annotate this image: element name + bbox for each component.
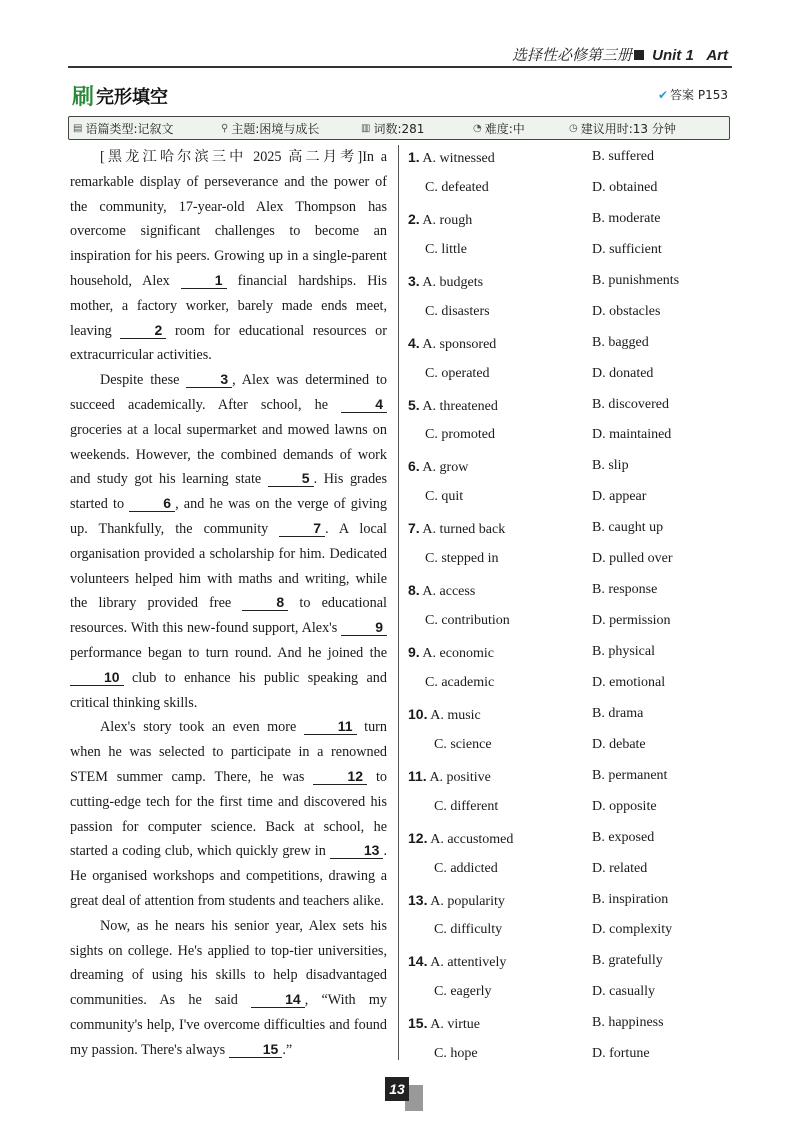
search-icon: ⚲ bbox=[221, 122, 229, 134]
question-row-2 bbox=[408, 364, 728, 395]
check-icon: ✔ bbox=[657, 88, 669, 102]
option-b[interactable]: B. happiness bbox=[592, 1015, 664, 1031]
option-d[interactable]: D. obtained bbox=[592, 179, 658, 195]
question-row bbox=[408, 333, 728, 364]
question-row bbox=[408, 209, 728, 240]
option-d[interactable]: D. donated bbox=[592, 365, 654, 381]
question-row bbox=[408, 766, 728, 797]
blank-3[interactable]: 3 bbox=[186, 371, 232, 388]
question-number: 12. bbox=[408, 829, 428, 846]
question-row-2 bbox=[408, 1044, 728, 1075]
options-list bbox=[408, 147, 728, 1075]
option-a[interactable]: A. virtue bbox=[430, 1017, 480, 1033]
option-c[interactable]: C. eagerly bbox=[434, 984, 492, 1000]
option-d[interactable]: D. permission bbox=[592, 613, 671, 629]
clock-icon: ◷ bbox=[569, 122, 578, 134]
header-rule bbox=[68, 66, 732, 68]
option-d[interactable]: D. sufficient bbox=[592, 241, 662, 257]
question-number: 5. bbox=[408, 396, 420, 413]
blank-5[interactable]: 5 bbox=[268, 470, 314, 487]
option-d[interactable]: D. fortune bbox=[592, 1046, 650, 1062]
page-number-badge bbox=[385, 1077, 423, 1115]
blank-12[interactable]: 12 bbox=[313, 768, 367, 785]
option-a[interactable]: A. accustomed bbox=[430, 831, 514, 847]
option-c[interactable]: C. contribution bbox=[425, 613, 510, 629]
question-number: 1. bbox=[408, 149, 420, 165]
option-b[interactable]: B. suffered bbox=[592, 149, 654, 164]
option-a[interactable]: A. positive bbox=[429, 769, 491, 785]
option-c[interactable]: C. different bbox=[434, 798, 499, 814]
question-row bbox=[408, 580, 728, 611]
answer-ref-text: 答案 P153 bbox=[670, 88, 728, 102]
info-bar bbox=[68, 116, 730, 140]
option-d[interactable]: D. emotional bbox=[592, 674, 666, 690]
option-a[interactable]: A. attentively bbox=[430, 955, 507, 971]
option-a[interactable]: A. popularity bbox=[430, 893, 505, 909]
section-title: 完形填空 bbox=[96, 86, 169, 108]
paragraph-3: Alex's story took an even more 11 turn when he was selected to participate in a renowned STEM summer camp. There, he was 12 to cutting-edge tech for the first time and discovered his passion for computer science. Back at school, he started a coding club, which quickly grew in 13 . He organised workshops and competitions, drawing a great deal of attention from students and teachers alike. bbox=[70, 718, 387, 909]
question-row-2 bbox=[408, 797, 728, 828]
answer-reference bbox=[658, 86, 728, 103]
question-row bbox=[408, 642, 728, 673]
option-a[interactable]: A. turned back bbox=[422, 522, 506, 538]
paragraph-2: Despite these 3 , Alex was determined to succeed academically. After school, he 4 groceries at a local supermarket and mowed lawns on weekends. However, the combined demands of work and study got his learning state 5 . His grades started to 6 , and he was on the verge of giving up. Thankfully, the community 7 . A local organisation provided a scholarship for him. Dedicated volunteers helped him with maths and writing, while the library provided free 8 to educational resources. With this new-found support, Alex's 9 performance began to turn round. And he joined the 10 club to enhance his public speaking and critical thinking skills. bbox=[70, 371, 387, 711]
option-b[interactable]: B. physical bbox=[592, 644, 655, 659]
unit-title: Art bbox=[706, 47, 728, 64]
blank-13[interactable]: 13 bbox=[330, 842, 384, 859]
section-heading bbox=[72, 80, 168, 111]
option-c[interactable]: C. academic bbox=[425, 674, 495, 690]
count-icon: ▥ bbox=[361, 122, 371, 134]
question-row bbox=[408, 147, 728, 178]
unit-label: Unit 1 bbox=[652, 47, 694, 64]
question-number: 4. bbox=[408, 334, 420, 351]
word-count-info: ▥ 词数:281 bbox=[361, 121, 425, 136]
time-info: ◷ 建议用时:13 分钟 bbox=[569, 121, 676, 136]
question-row-2 bbox=[408, 487, 728, 518]
option-a[interactable]: A. music bbox=[430, 707, 481, 723]
running-header bbox=[512, 44, 728, 65]
question-row bbox=[408, 518, 728, 549]
option-a[interactable]: A. threatened bbox=[422, 398, 498, 414]
question-row bbox=[408, 271, 728, 302]
question-number: 13. bbox=[408, 891, 428, 908]
option-a[interactable]: A. witnessed bbox=[422, 151, 495, 166]
option-d[interactable]: D. obstacles bbox=[592, 303, 661, 319]
option-a[interactable]: A. rough bbox=[422, 212, 473, 228]
question-number: 6. bbox=[408, 458, 420, 475]
question-number: 7. bbox=[408, 520, 420, 537]
blank-15[interactable]: 15 bbox=[229, 1041, 283, 1058]
question-number: 3. bbox=[408, 272, 420, 289]
option-c[interactable]: C. operated bbox=[425, 365, 490, 381]
option-b[interactable]: B. moderate bbox=[592, 210, 661, 226]
blank-14[interactable]: 14 bbox=[251, 991, 305, 1008]
question-row-2 bbox=[408, 982, 728, 1013]
brush-logo-icon: 刷 bbox=[72, 85, 95, 110]
blank-1[interactable]: 1 bbox=[181, 272, 227, 289]
genre-info: ▤ 语篇类型:记叙文 bbox=[73, 121, 174, 136]
theme-info: ⚲ 主题:困境与成长 bbox=[221, 121, 320, 136]
gauge-icon: ◔ bbox=[473, 122, 482, 134]
question-row bbox=[408, 704, 728, 735]
option-b[interactable]: B. discovered bbox=[592, 396, 669, 412]
square-icon bbox=[634, 50, 644, 60]
option-c[interactable]: C. addicted bbox=[434, 860, 498, 876]
question-number: 15. bbox=[408, 1015, 428, 1032]
question-row bbox=[408, 395, 728, 426]
option-a[interactable]: A. access bbox=[422, 584, 476, 600]
option-b[interactable]: B. response bbox=[592, 582, 658, 598]
question-row-2 bbox=[408, 178, 728, 209]
blank-8[interactable]: 8 bbox=[242, 594, 288, 611]
option-d[interactable]: D. complexity bbox=[592, 922, 673, 938]
question-number: 9. bbox=[408, 644, 420, 660]
option-a[interactable]: A. grow bbox=[422, 460, 469, 476]
option-d[interactable]: D. casually bbox=[592, 984, 655, 1000]
blank-4[interactable]: 4 bbox=[341, 396, 387, 413]
paragraph-1: [黑龙江哈尔滨三中 2025 高二月考]In a remarkable display of perseverance and the power of the community, 17-year-old Alex Thompson has overcome significant challenges to become an inspiration for his peers. Growing up in a single-parent household, Alex 1 financial hardships. His mother, a factory worker, barely made ends meet, leaving 2 room for educational resources or extracurricular activities. bbox=[70, 149, 388, 364]
option-b[interactable]: B. inspiration bbox=[592, 891, 669, 907]
source-note: [黑龙江哈尔滨三中 2025 高二月考] bbox=[100, 149, 363, 165]
option-c[interactable]: C. disasters bbox=[425, 303, 490, 319]
question-number: 11. bbox=[408, 767, 427, 784]
option-c[interactable]: C. little bbox=[425, 241, 467, 257]
option-c[interactable]: C. stepped in bbox=[425, 551, 499, 567]
option-d[interactable]: D. related bbox=[592, 860, 648, 876]
question-row-2 bbox=[408, 240, 728, 271]
option-b[interactable]: B. bagged bbox=[592, 334, 649, 350]
question-row bbox=[408, 828, 728, 859]
question-number: 8. bbox=[408, 582, 420, 599]
option-d[interactable]: D. debate bbox=[592, 736, 646, 752]
question-row bbox=[408, 890, 728, 921]
page-number: 13 bbox=[385, 1077, 409, 1101]
option-b[interactable]: B. punishments bbox=[592, 272, 680, 288]
question-row-2 bbox=[408, 920, 728, 951]
question-row-2 bbox=[408, 673, 728, 704]
option-a[interactable]: A. economic bbox=[422, 646, 494, 661]
question-row bbox=[408, 1013, 728, 1044]
option-c[interactable]: C. hope bbox=[434, 1046, 478, 1062]
document-icon: ▤ bbox=[73, 122, 83, 134]
column-divider bbox=[398, 145, 399, 1060]
option-d[interactable]: D. appear bbox=[592, 489, 647, 505]
question-row bbox=[408, 951, 728, 982]
option-c[interactable]: C. promoted bbox=[425, 427, 495, 443]
option-b[interactable]: B. slip bbox=[592, 458, 629, 474]
option-a[interactable]: A. budgets bbox=[422, 274, 484, 290]
question-row-2 bbox=[408, 549, 728, 580]
paragraph-4: Now, as he nears his senior year, Alex sets his sights on college. He's applied to top-tier universities, dreaming of using his skills to help disadvantaged communities. As he said 14 , “With my community's help, I've overcome difficulties and found my passion. There's always 15 .” bbox=[70, 917, 387, 1058]
option-d[interactable]: D. opposite bbox=[592, 798, 657, 814]
option-b[interactable]: B. caught up bbox=[592, 520, 664, 536]
question-number: 10. bbox=[408, 705, 428, 722]
option-c[interactable]: C. defeated bbox=[425, 179, 489, 195]
difficulty-info: ◔ 难度:中 bbox=[473, 121, 525, 136]
question-number: 14. bbox=[408, 953, 428, 970]
option-b[interactable]: B. permanent bbox=[592, 767, 668, 783]
blank-6[interactable]: 6 bbox=[129, 495, 175, 512]
option-b[interactable]: B. drama bbox=[592, 705, 644, 721]
option-c[interactable]: C. science bbox=[434, 736, 492, 752]
option-b[interactable]: B. exposed bbox=[592, 829, 655, 845]
option-a[interactable]: A. sponsored bbox=[422, 336, 497, 352]
question-row-2 bbox=[408, 611, 728, 642]
question-row-2 bbox=[408, 302, 728, 333]
question-row-2 bbox=[408, 859, 728, 890]
blank-2[interactable]: 2 bbox=[120, 322, 166, 339]
option-d[interactable]: D. pulled over bbox=[592, 551, 673, 567]
blank-11[interactable]: 11 bbox=[304, 718, 357, 735]
option-d[interactable]: D. maintained bbox=[592, 427, 672, 443]
blank-7[interactable]: 7 bbox=[279, 520, 325, 537]
question-row bbox=[408, 456, 728, 487]
option-c[interactable]: C. quit bbox=[425, 489, 464, 505]
question-row-2 bbox=[408, 735, 728, 766]
book-title: 选择性必修第三册 bbox=[511, 47, 632, 64]
blank-9[interactable]: 9 bbox=[341, 619, 387, 636]
question-row-2 bbox=[408, 425, 728, 456]
cloze-passage bbox=[70, 145, 387, 1062]
option-c[interactable]: C. difficulty bbox=[434, 922, 503, 938]
question-number: 2. bbox=[408, 210, 420, 227]
blank-10[interactable]: 10 bbox=[70, 669, 124, 686]
option-b[interactable]: B. gratefully bbox=[592, 953, 663, 969]
